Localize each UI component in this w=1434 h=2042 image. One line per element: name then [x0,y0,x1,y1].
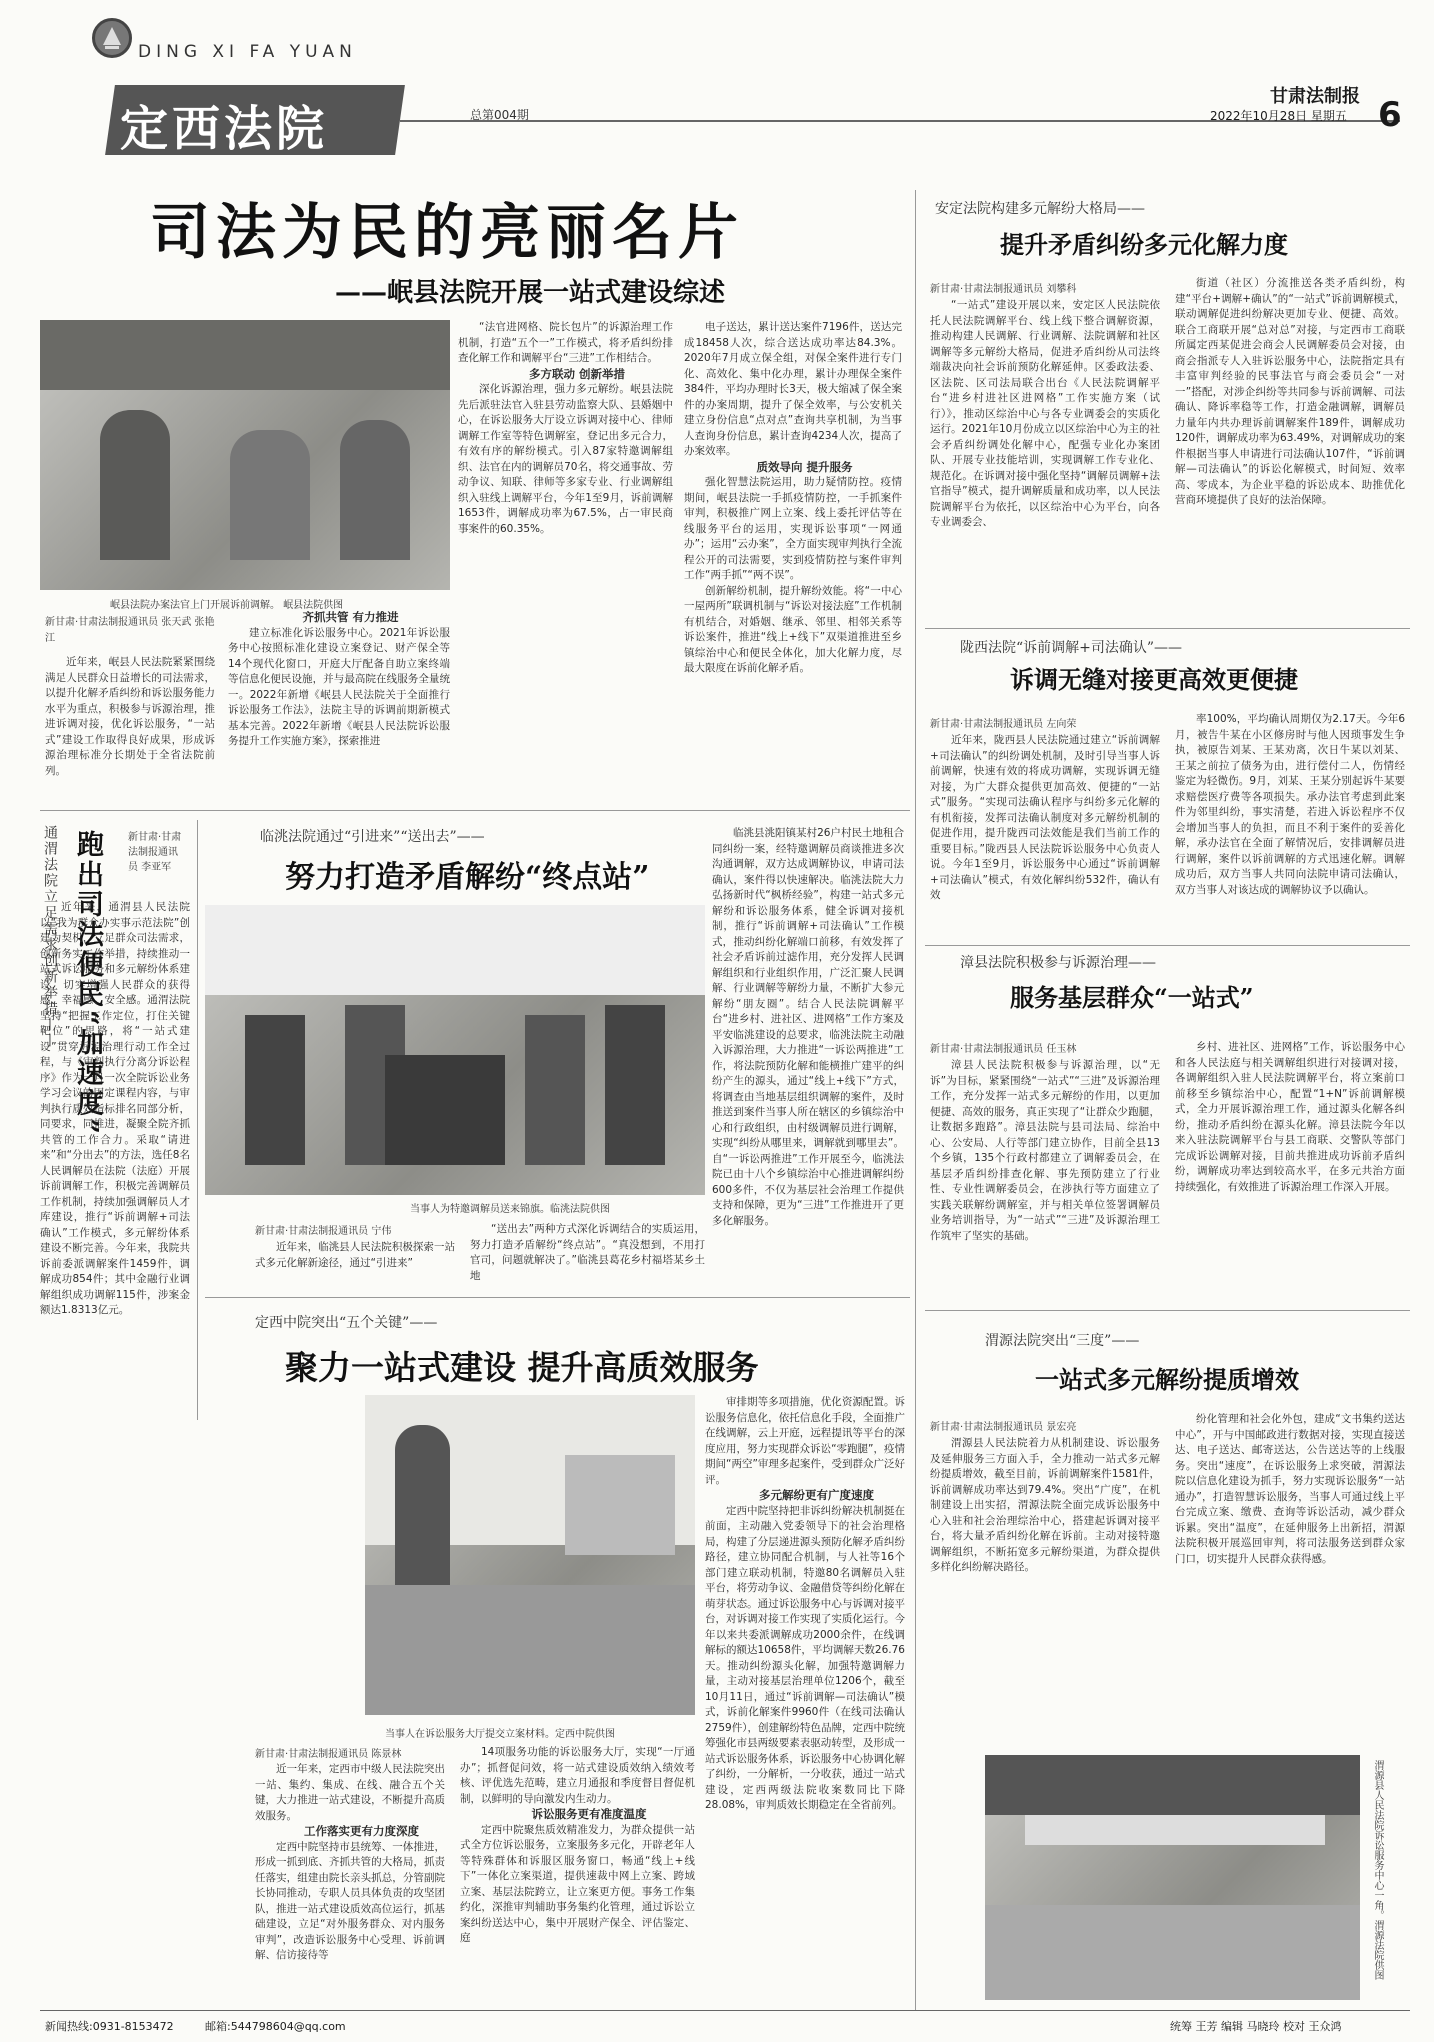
rightcol-s1-headline: 提升矛盾纠纷多元化解力度 [1000,230,1288,259]
bottomstory-col3 [705,1395,905,2002]
bottomstory-col3-subhead: 多元解纷更有广度速度 [759,1488,874,1502]
bottomstory-kicker: 定西中院突出“五个关键”—— [255,1315,438,1331]
midstory-right-para: 临洮县洮阳镇某村26户村民土地租合同纠纷一案，经特邀调解员商谈推进多次沟通调解，双方达成调解协议，申请司法确认，案件得以快速解决。临洮法院大力弘扬新时代“枫桥经验”，构建一站式多元解纷和诉讼服务体系，健全诉调对接机制，推行“诉前调解+司法确认”工作模式，推动纠纷化解端口前移，有效发挥了社会矛盾诉前过滤作用，充分发挥人民调解组织和行业组织作用，广泛汇聚人民调解、行业调解等解纷力量，不断扩大参元解纷“朋友圈”。结合人民法院调解平台“进乡村、进社区、进网格”工作方案及平安临洮建设的总要求，临洮法院主动融入诉源治理，大力推进“一诉讼两推进”工作，将法院预防化解和能横推广建平的纠纷产生的源头，通过“线上+线下”方式，将调查由当地基层组织调解的案件，及时推送到案件当事人所在辖区的乡镇综治中心和行政组织，由村级调解员进行调解，实现“纠纷从哪里来，调解就到哪里去”。自“一诉讼两推进”工作开展至今，临洮法院已由十八个乡镇综治中心推进调解纠纷600多件，不仅为基层社会治理工作提供支持和保障，更为“三进”工作推进开了更多化解服务。 [712,827,904,1227]
rightcol-s2-rule [925,945,1410,946]
midstory-photo-caption: 当事人为特邀调解员送来锦旗。临洮法院供图 [410,1204,610,1215]
midstory-headline: 努力打造矛盾解纷“终点站” [285,860,650,895]
rightcol-photo-caption: 渭源县人民法院诉讼服务中心一角。渭源法院供图 [1372,1760,1383,1980]
lead-col3 [458,320,673,805]
rightcol-s1-para: “一站式”建设开展以来，安定区人民法院依托人民法院调解平台、线上线下整合调解资源，推动构建人民调解、行业调解、法院调解和社区调解等多元解纷大格局，促进矛盾纠纷从司法终端裁决向社会诉前预防化解延伸。区委政法委、区法院、区司法局联合出台《人民法院调解平台“进乡村进社区进网格”工作实施方案（试行）》，推动区综治中心与各专业调委会的实质化运行。2021年10月份成立以区综治中心为主的社会矛盾纠纷调处化解中心，配强专业化办案团队、开展专业技能培训，实现调解工作专业化、规范化。在诉调对接中强化坚持“调解员调解+法官指导”模式，提升调解质量和成功率，以人民法院调解平台为依托，以区综治中心为平台，向各专业调委会、 [930,299,1160,528]
midstory-kicker: 临洮法院通过“引进来”“送出去”—— [260,829,485,845]
rightcol-s2-col1 [930,733,1160,938]
sidebar1-headline: 跑出司法便民“加速度” [72,830,103,1138]
midstory-byline: 新甘肃·甘肃法制报通讯员 宁伟 [255,1226,392,1237]
sidebar1-kicker: 通渭法院立足需求创新举措—— [42,825,58,1049]
rightcol-s3-para: 漳县人民法院积极参与诉源治理，以“无诉”为目标，紧紧围绕“一站式”“三进”及诉源治理工作，充分发挥一站式多元解纷的作用，以更加便捷、高效的服务，真正实现了“让群众少跑腿，让数据多跑路”。漳县法院与县司法局、综治中心、公安局、人行等部门建立协作，目前全县13个乡镇，135个行政村都建立了调解委员会，在基层矛盾纠纷排查化解、事先预防建立了行业性、专业性调解委员会，在涉执行等方面建立了实践关联解纷调解室，并与相关单位签署调解员业务培训指导，为“一站式”“三进”及诉源治理工作筑牢了坚实的基础。 [930,1059,1160,1242]
lead-headline: 司法为民的亮丽名片 [150,198,744,268]
bottomstory-subhead1: 工作落实更有力度深度 [304,1824,419,1838]
midstory-para2: “送出去”两种方式深化诉调结合的实质运用，努力打造矛盾解纷“终点站”。“真没想到，不用打官司，问题就解决了。”临洮县葛花乡村福塔某乡土地 [470,1223,705,1282]
lead-col3-para: “法官进网格、院长包片”的诉源治理工作机制，打造“五个一”工作模式，将矛盾纠纷排查化解工作和调解平台“三进”工作相结合。 [458,321,673,364]
rightcol-s1-para2: 街道（社区）分流推送各类矛盾纠纷，构建“平台+调解+确认”的“一站式”诉前调解模式，联动调解促进纠纷解决更加专业、便捷、高效。联合工商联开展“总对总”对接，与定西市工商联所属定西某促进会商会人民调解委员会对接，由商会指派专人入驻诉讼服务中心，法院指定具有丰富审判经验的民事法官与商会委员会“一对一”搭配，对涉企纠纷等共同参与诉前调解、司法确认、降诉率稳等工作，打造金融调解，调解员力量年内共办理诉前调解案件189件，调解成功120件，调解成功率为63.49%，对调解成功的案件根据当事人申请进行司法确认107件，“诉前调解—司法确认”的诉讼化解模式，时间短、效率高、零成本，为企业平稳的诉讼成本、助推优化营商环境提供了良好的法治保障。 [1175,277,1405,506]
bottomstory-para4: 定西中院聚焦质效精准发力，为群众提供一站式全方位诉讼服务，立案服务多元化，开辟老年人等特殊群体和诉服区服务窗口，畅通“线上+线下”一体化立案渠道，提供速裁中网上立案、跨域立案、基层法院跨立，让立案更方便。事务工作集约化，深推审判辅助事务集约化管理，通过诉讼立案纠纷送达中心，集中开展财产保全、评估鉴定、庭 [460,1823,695,1944]
bottomstory-col3-para: 审排期等多项措施，优化资源配置。诉讼服务信息化，依托信息化手段，全面推广在线调解，云上开庭，远程提讯等平台的深度应用，努力实现群众诉讼“零跑腿”，疫情期间“两空”审理多起案件，受到群众广泛好评。 [705,1396,905,1486]
lead-col2-para: 建立标准化诉讼服务中心。2021年诉讼服务中心按照标准化建设立案登记、财产保全等14个现代化窗口，开庭大厅配备自助立案终端等信息化便民设施，并与最高院在线服务全量统一。2022年新增《岷县人民法院关于全面推行诉讼服务工作法》，法院主导的诉调前期新模式基本完善。2022年新增《岷县人民法院诉讼服务提升工作实施方案》，探索推进 [228,626,450,747]
lead-col4-para2: 强化智慧法院运用，助力疑情防控。疫情期间，岷县法院一手抓疫情防控，一手抓案件审判，积极推广网上立案、线上委托评估等在线服务平台的运用，实现诉讼事项“一网通办”；运用“云办案”，全方面实现审判执行全流程公开的司法需要，实到疫情防控与案件审判工作“两手抓”“两不误”。 [684,476,902,581]
masthead-pinyin: DING XI FA YUAN [138,42,357,62]
lead-col3-para2: 深化诉源治理，强力多元解纷。岷县法院先后派驻法官入驻县劳动监察大队、县婚姻中心，在诉讼服务大厅设立诉调对接中心、律师调解工作室等特色调解室，登记出多元合力，有效有序的解纷模式。引入87家特邀调解组织、法官在内的调解员70名，将交通事故、劳动争议、知联、律师等多家专业、行业调解组织入驻线上调解平台，今年1至9月，诉前调解1653件，调解成功率为67.5%，占一审民商事案件的60.35%。 [458,383,673,535]
court-emblem-icon [92,18,132,58]
rightcol-s4-col2 [1175,1412,1405,1741]
rightcol-s4-headline: 一站式多元解纷提质增效 [1035,1365,1299,1394]
bottomstory-headline: 聚力一站式建设 提升高质效服务 [285,1348,759,1387]
rightcol-s3-rule [925,1310,1410,1311]
midstory-col1 [255,1240,455,1290]
rightcol-s3-col2 [1175,1040,1405,1300]
rightcol-s1-col2 [1175,276,1405,623]
rightcol-s3-para2: 乡村、进社区、进网格”工作，诉讼服务中心和各人民法庭与相关调解组织进行对接调对接，各调解组织入驻人民法院调解平台，将立案前口前移至乡镇综治中心，配置“1+N”诉前调解模式，全力开展诉源治理工作，通过源头化解各纠纷，推动矛盾纠纷在源头化解。漳县法院今年以来入驻法院调解平台与县工商联、交警队等部门完成诉讼调解对接，目前共推进成功诉前矛盾纠纷，调解成功率达到较高水平，在多元共治方面持续强化，有效推进了诉源治理工作深入开展。 [1175,1041,1405,1193]
rightcol-s2-byline: 新甘肃·甘肃法制报通讯员 左向荣 [930,719,1077,730]
lead-col1 [45,655,215,805]
lead-photo [40,320,450,590]
issue-label: 总第004期 [470,108,529,122]
lead-byline: 新甘肃·甘肃法制报通讯员 张天武 张艳江 [45,617,215,644]
midstory-rightcol [712,826,904,1291]
rightcol-s4-para: 渭源县人民法院着力从机制建设、诉讼服务及延伸服务三方面入手，全力推动一站式多元解纷提质增效，截至目前，诉前调解案件1581件，诉前调解成功率达到79.4%。突出“广度”，在机制建设上出实招，渭源法院全面完成诉讼服务中心入驻和社会治理综治中心，搭建起诉调对接平台，将大量矛盾纠纷化解在诉前。主动对接特邀调解组织，不断拓宽多元解纷渠道，为群众提供多样化纠纷解决路径。 [930,1437,1160,1573]
bottomstory-byline: 新甘肃·甘肃法制报通讯员 陈景林 [255,1749,402,1760]
rightcol-s4-para2: 纷化管理和社会化外包，建成“文书集约送达中心”，开与中国邮政进行数据对接，实现直接送达、电子送达、邮寄送达，公告送达等的上线服务。突出“速度”，在诉讼服务上求突破，渭源法院以信息化建设为抓手，努力实现诉讼服务“一站通办”，打造智慧诉讼服务，当事人可通过线上平台完成立案、缴费、查询等诉讼活动，减少群众诉累。突出“温度”，在延伸服务上出新招，渭源法院积极开展巡回审判，将司法服务送到群众家门口，切实提升人民群众获得感。 [1175,1413,1405,1565]
masthead-title: 定西法院 [120,101,329,157]
bottomstory-col2 [460,1745,695,2002]
paper-name: 甘肃法制报 [1270,86,1360,107]
footer-rule [40,2010,1410,2011]
rightcol-s2-kicker: 陇西法院“诉前调解+司法确认”—— [960,640,1183,656]
rightcol-s1-byline: 新甘肃·甘肃法制报通讯员 刘攀科 [930,284,1077,295]
lead-bottom-rule [40,810,910,811]
page-number: 6 [1378,95,1402,135]
sidebar1-para: 近年来，通渭县人民法院以“我为群众办实事示范法院”创建为契机，立足群众司法需求，创新务实工作举措，持续推动一站式诉讼服务和多元解纷体系建设，切实增强人民群众的获得感、幸福感、安全感。通渭法院坚持“把握工作定位，打住关键靶位”的思路，将“一站式建设”贯穿诉源治理行动工作全过程，与《审判执行分离分诉讼程序》作为一月一次全院诉讼业务学习会议的固定课程内容，与审判执行质效指标排名同部分析，同要求，同推进，凝聚全院齐抓共管的工作合力。采取“请进来”和“分出去”的方法，选任8名人民调解员在法院（法庭）开展诉前调解工作，积极完善调解员工作机制，持续加强调解员人才库建设，推行“诉前调解+司法确认”工作模式，多元解纷体系建设不断完善。今年来，我院共诉前委派调解案件1459件，调解成功854件；其中金融行业调解组织成功调解115件，涉案金额达1.8313亿元。 [40,901,190,1316]
lead-subhead: ——岷县法院开展一站式建设综述 [335,278,726,308]
rightcol-s1-col1 [930,298,1160,623]
rightcol-photo [985,1755,1360,2000]
footer-editors: 统筹 王芳 编辑 马晓玲 校对 王众鸿 [1170,2020,1342,2033]
rightcol-s3-kicker: 漳县法院积极参与诉源治理—— [960,955,1156,971]
bottomstory-subhead2: 诉讼服务更有准度温度 [531,1807,647,1821]
rightcol-s3-byline: 新甘肃·甘肃法制报通讯员 任玉林 [930,1044,1077,1055]
lead-col4 [684,320,902,805]
bottomstory-para3: 14项服务功能的诉讼服务大厅，实现“一厅通办”；抓督促问效，将一站式建设质效纳入绩效考核、评优选先范畴，建立月通报和季度督目督促机制，以鲜明的导向激发内生动力。 [460,1746,695,1805]
bottomstory-photo [365,1395,695,1715]
sidebar1-rule [197,820,198,1420]
rightcol-s2-headline: 诉调无缝对接更高效更便捷 [1010,665,1298,694]
lead-col2-subhead: 齐抓共管 有力推进 [302,610,399,624]
rightcol-s4-kicker: 渭源法院突出“三度”—— [985,1333,1140,1349]
lead-col4-para3: 创新解纷机制，提升解纷效能。将“一中心一屋两所”联调机制与“诉讼对接法庭”工作机制有机结合，对婚姻、继承、邻里、相邻关系等诉讼案件，推进“线上+线下”双渠道推进至乡镇综治中心和便民全体化，加大化解力度，尽最大限度在诉前化解矛盾。 [684,584,902,674]
midstory-para: 近年来，临洮县人民法院积极探索一站式多元化解新途径，通过“引进来” [255,1241,455,1269]
bottomstory-para2: 定西中院坚持市县统筹、一体推进，形成一抓到底、齐抓共管的大格局，抓责任落实，组建由院长亲头抓总，分管副院长协同推动，专职人员具体负责的攻坚团队，推进一站式建设质效高位运行，抓基础建设，立足“对外服务群众、对内服务审判”，改造诉讼服务中心受理、诉前调解、信访接待等 [255,1840,445,1961]
sidebar1-byline: 新甘肃·甘肃法制报通讯员 李亚军 [128,832,182,873]
bottomstory-photo-caption: 当事人在诉讼服务大厅提交立案材料。定西中院供图 [385,1729,615,1740]
lead-col2 [228,610,450,805]
rightcol-s2-para2: 率100%，平均确认周期仅为2.17天。今年6月，被告牛某在小区修房时与他人因琐事发生争执，被原告刘某、王某劝离，次日牛某以刘某、王某之前拉了债务为由，进行偿付二人，伤情经鉴定为轻微伤。9月，刘某、王某分别起诉牛某要求赔偿医疗费等各项损失。承办法官考虑到此案件为邻里纠纷，事实清楚，若进入诉讼程序不仅会增加当事人的负担，而且不利于案件的妥善化解，承办法官在全面了解情况后，安排调解员进行调解，案件以诉前调解的方式迅速化解。调解成功后，双方当事人共同向法院申请司法确认，双方当事人对该达成的调解协议予以确认。 [1175,713,1405,896]
midstory-col2 [470,1222,705,1288]
rightcol-s4-byline: 新甘肃·甘肃法制报通讯员 景宏亮 [930,1422,1077,1433]
footer-email: 邮箱:544798604@qq.com [205,2020,346,2033]
midstory-bottom-rule [205,1297,910,1298]
rightcol-s1-kicker: 安定法院构建多元解纷大格局—— [935,201,1145,217]
lead-col3-subhead: 多方联动 创新举措 [528,366,625,381]
footer-hotline: 新闻热线:0931-8153472 [45,2020,174,2033]
rightcol-s1-rule [925,628,1410,629]
rightcol-s4-col1 [930,1436,1160,1741]
lead-col4-subhead: 质效导向 提升服务 [756,459,853,474]
sidebar1-body [40,900,190,1440]
lead-col1-para: 近年来，岷县人民法院紧紧围绕满足人民群众日益增长的司法需求，以提升化解矛盾纠纷和诉讼服务能力水平为重点，积极参与诉源治理，推进诉调对接，优化诉讼服务，“一站式”建设工作取得良好成果，形成诉源治理标准分长期处于全省法院前列。 [45,656,215,777]
bottomstory-col1 [255,1762,445,2002]
rightcol-s3-headline: 服务基层群众“一站式” [1010,983,1254,1012]
lead-photo-caption: 岷县法院办案法官上门开展诉前调解。 岷县法院供图 [110,600,344,611]
bottomstory-col3-para2: 定西中院坚持把非诉纠纷解决机制挺在前面，主动融入党委领导下的社会治理格局，构建了分层递进源头预防化解矛盾纠纷路径，建立协同配合机制，与人社等16个部门建立联动机制，特邀80名调解员入驻平台，将劳动争议、金融借贷等纠纷化解在萌芽状态。通过诉讼服务中心与诉调对接平台，对诉调对接工作实现了实质化运行。今年以来共委派调解成功2000余件，在线调解标的额达10658件，平均调解天数26.76天。推动纠纷源头化解，加强特邀调解力量，主动对接基层治理单位1206个，截至10月11日，通过“诉前调解—司法确认”模式，诉前化解案件9960件（在线司法确认2759件），创建解纷特色品牌，定西中院统筹强化市县两级要素表驱动转型，及形成一站式诉讼服务体系，诉讼服务中心协调化解了纠纷，一分解析，一分收获，通过一站式建设，定西两级法院收案数同比下降28.08%，审判质效长期稳定在全省前列。 [705,1504,905,1811]
rightcol-s2-col2 [1175,712,1405,938]
right-column-rule [915,190,916,2010]
midstory-photo [205,905,705,1195]
rightcol-s3-col1 [930,1058,1160,1300]
issue-date: 2022年10月28日 星期五 [1210,109,1347,123]
lead-col4-para: 电子送达，累计送达案件7196件，送达完成18458人次，综合送达成功率达84.3%。2020年7月成立保全组，对保全案件进行专门化、高效化、集中化办理，累计办理保全案件384件，平均办理时长3天，极大缩减了保全案件的办案周期，提升了保全效率，与公安机关建立身份信息“点对点”查询共享机制，为当事人查询身份信息，累计查询4234人次，提高了办案效率。 [684,321,902,457]
rightcol-s2-para: 近年来，陇西县人民法院通过建立“诉前调解+司法确认”的纠纷调处机制，及时引导当事人诉前调解，快速有效的将成功调解，实现诉调无缝对接，为广大群众提供更加高效、便捷的“一站式”服务。“实现司法确认程序与纠纷多元化解的有机衔接，发挥司法确认制度对多元解纷机制的促进作用，提升陇西司法效能是我们当前工作的重要目标。”陇西县人民法院诉讼服务中心负责人说。今年1至9月，诉讼服务中心通过“诉前调解+司法确认”模式，有效化解纠纷532件，确认有效 [930,734,1160,901]
bottomstory-para1: 近一年来，定西市中级人民法院突出一站、集约、集成、在线、融合五个关键，大力推进一站式建设，不断提升高质效服务。 [255,1763,445,1822]
